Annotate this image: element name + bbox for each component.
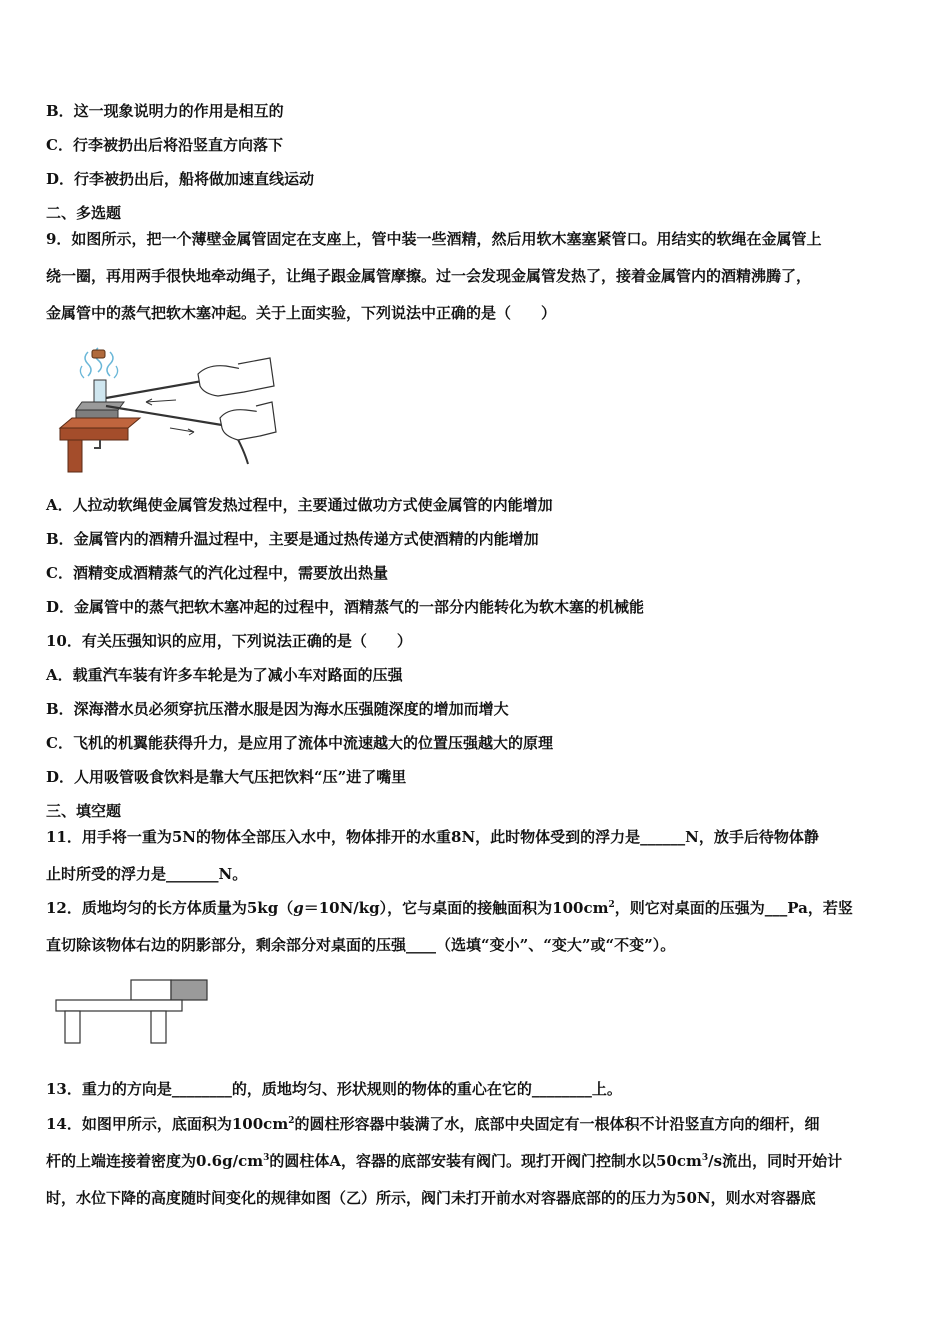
q11-stem-line-2: 止时所受的浮力是_______N。 (46, 865, 248, 883)
section-heading-multiple-choice: 二、多选题 (46, 204, 122, 222)
q12-stem-line-2: 直切除该物体右边的阴影部分，剩余部分对桌面的压强____（选填“变小”、“变大”或“不变”）。 (46, 936, 676, 954)
q10-option-c: C．飞机的机翼能获得升力，是应用了流体中流速越大的位置压强越大的原理 (46, 734, 553, 752)
q14-stem-line-2: 杆的上端连接着密度为$0.6g/cm^3$的圆柱体A，容器的底部安装有阀门。现打开阀门控制水以$50cm^3/s$流出，同时开始计 (46, 1152, 843, 1170)
q8-option-d: D．行李被扔出后，船将做加速直线运动 (46, 170, 315, 188)
metal-tube-experiment-figure (58, 340, 278, 475)
q9-stem-line-1: 9．如图所示，把一个薄壁金属管固定在支座上，管中装一些酒精，然后用软木塞塞紧管口。用结实的软绳在金属管上 (46, 230, 822, 248)
block-on-table-figure (55, 978, 210, 1046)
q8-option-c: C．行李被扔出后将沿竖直方向落下 (46, 136, 283, 154)
q10-stem: 10．有关压强知识的应用，下列说法正确的是（ ） (46, 632, 412, 650)
q9-stem-line-2: 绕一圈，再用两手很快地牵动绳子，让绳子跟金属管摩擦。过一会发现金属管发热了，接着金属管内的酒精沸腾了， (46, 267, 812, 285)
q9-option-b: B．金属管内的酒精升温过程中，主要是通过热传递方式使酒精的内能增加 (46, 530, 539, 548)
q13-stem: 13．重力的方向是________的，质地均匀、形状规则的物体的重心在它的________上。 (46, 1080, 622, 1098)
section-heading-fill-in: 三、填空题 (46, 802, 122, 820)
q10-option-b: B．深海潜水员必须穿抗压潜水服是因为海水压强随深度的增加而增大 (46, 700, 509, 718)
q10-option-d: D．人用吸管吸食饮料是靠大气压把饮料“压”进了嘴里 (46, 768, 407, 786)
q12-stem-line-1: 12．质地均匀的长方体质量为5kg（g＝10N/kg），它与桌面的接触面积为$100cm^2$，则它对桌面的压强为___Pa，若竖 (46, 899, 853, 917)
q9-option-d: D．金属管中的蒸气把软木塞冲起的过程中，酒精蒸气的一部分内能转化为软木塞的机械能 (46, 598, 645, 616)
q14-stem-line-1: 14．如图甲所示，底面积为$100cm^2$的圆柱形容器中装满了水，底部中央固定有一根体积不计沿竖直方向的细杆，细 (46, 1115, 820, 1133)
q11-stem-line-1: 11．用手将一重为5N的物体全部压入水中，物体排开的水重8N，此时物体受到的浮力是______N，放手后待物体静 (46, 828, 819, 846)
q9-option-a: A．人拉动软绳使金属管发热过程中，主要通过做功方式使金属管的内能增加 (46, 496, 553, 514)
q10-option-a: A．载重汽车装有许多车轮是为了减小车对路面的压强 (46, 666, 403, 684)
q8-option-b: B．这一现象说明力的作用是相互的 (46, 102, 284, 120)
q9-option-c: C．酒精变成酒精蒸气的汽化过程中，需要放出热量 (46, 564, 388, 582)
q14-stem-line-3: 时，水位下降的高度随时间变化的规律如图（乙）所示，阀门未打开前水对容器底部的的压力为50N，则水对容器底 (46, 1189, 816, 1207)
q9-stem-line-3: 金属管中的蒸气把软木塞冲起。关于上面实验，下列说法中正确的是（ ） (46, 304, 557, 322)
